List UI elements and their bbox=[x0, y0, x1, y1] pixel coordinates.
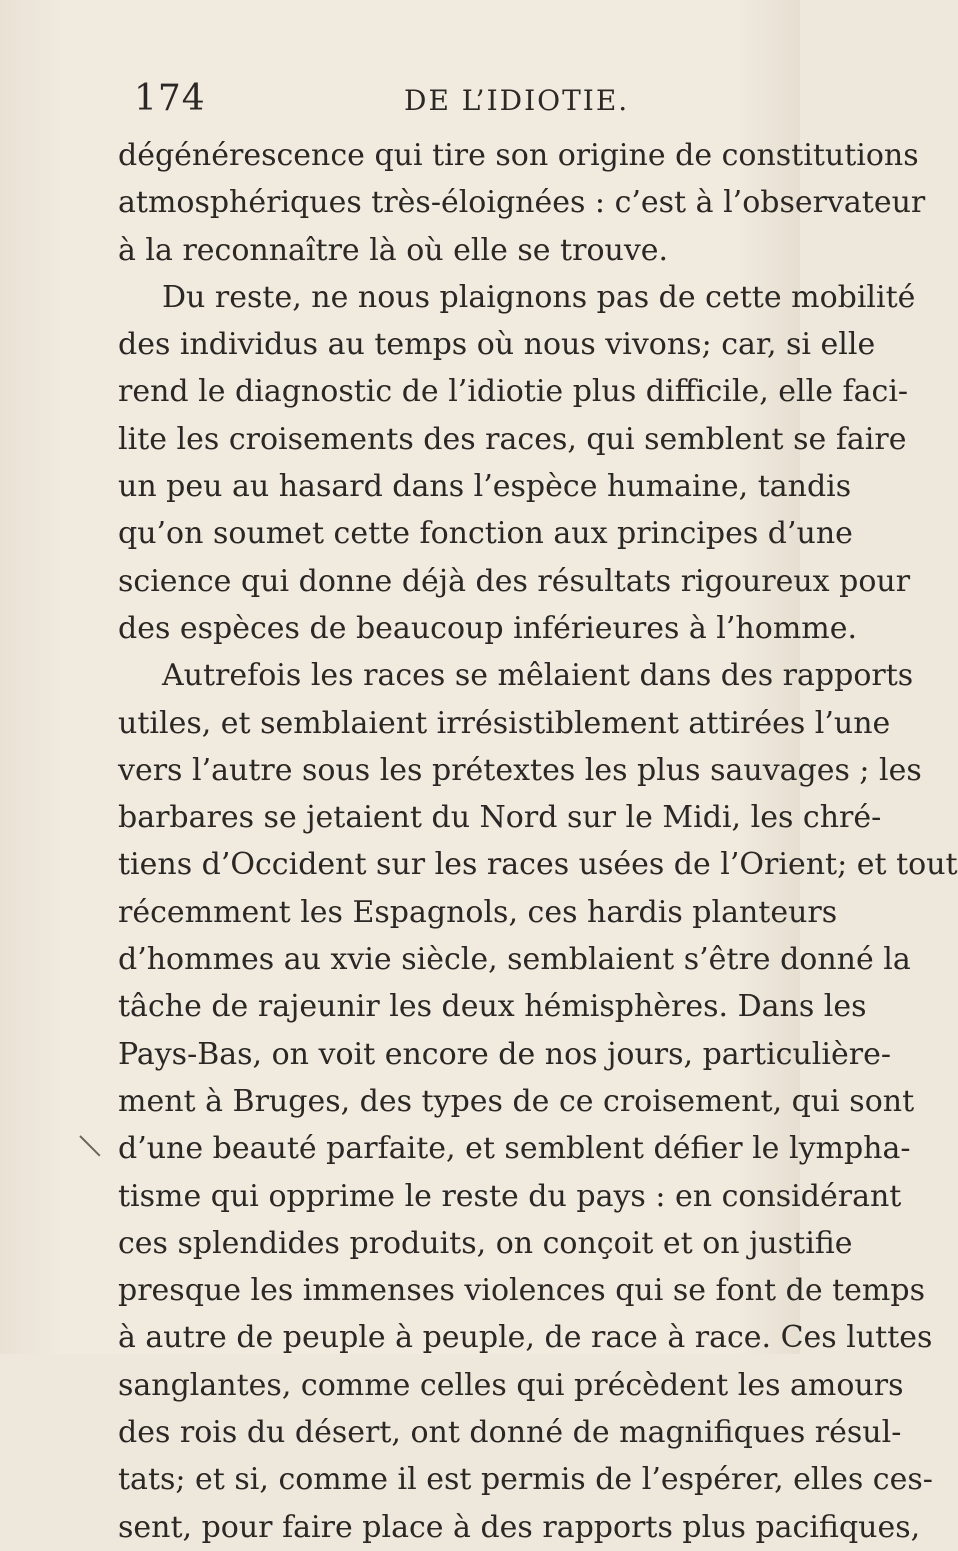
text-line: Du reste, ne nous plaignons pas de cette mobilité bbox=[162, 279, 916, 315]
page-number: 174 bbox=[134, 78, 206, 119]
text-line: sent, pour faire place à des rapports plus pacifiques, bbox=[118, 1509, 921, 1545]
page-header bbox=[134, 78, 774, 128]
text-line: ment à Bruges, des types de ce croisement, qui sont bbox=[118, 1083, 915, 1119]
text-line: sanglantes, comme celles qui précèdent les amours bbox=[118, 1367, 904, 1403]
text-line: à autre de peuple à peuple, de race à race. Ces luttes bbox=[118, 1320, 933, 1356]
text-line: vers l’autre sous les prétextes les plus sauvages ; les bbox=[118, 752, 922, 788]
text-line: des rois du désert, ont donné de magnifiques résul- bbox=[118, 1415, 902, 1451]
margin-pencil-mark bbox=[79, 1135, 100, 1156]
text-line: science qui donne déjà des résultats rigoureux pour bbox=[118, 563, 911, 599]
text-line: à la reconnaître là où elle se trouve. bbox=[118, 232, 669, 268]
body-text bbox=[118, 132, 958, 1551]
text-line: tisme qui opprime le reste du pays : en considérant bbox=[118, 1178, 902, 1214]
text-line: ces splendides produits, on conçoit et on justifie bbox=[118, 1225, 853, 1261]
text-line: utiles, et semblaient irrésistiblement attirées l’une bbox=[118, 705, 891, 741]
text-line: Autrefois les races se mêlaient dans des rapports bbox=[162, 658, 914, 694]
text-line: des espèces de beaucoup inférieures à l’homme. bbox=[118, 610, 857, 646]
running-title: DE L’IDIOTIE. bbox=[404, 84, 630, 117]
text-line: atmosphériques très-éloignées : c’est à l’observateur bbox=[118, 185, 926, 221]
text-line: dégénérescence qui tire son origine de constitutions bbox=[118, 138, 919, 173]
text-line: barbares se jetaient du Nord sur le Midi, les chré- bbox=[118, 800, 882, 836]
text-line: presque les immenses violences qui se font de temps bbox=[118, 1273, 925, 1309]
text-line: un peu au hasard dans l’espèce humaine, tandis bbox=[118, 469, 852, 505]
text-line: rend le diagnostic de l’idiotie plus difficile, elle faci- bbox=[118, 374, 909, 410]
text-line: récemment les Espagnols, ces hardis planteurs bbox=[118, 894, 838, 930]
text-line: qu’on soumet cette fonction aux principes d’une bbox=[118, 516, 853, 552]
text-line: des individus au temps où nous vivons; car, si elle bbox=[118, 327, 876, 363]
text-line: tiens d’Occident sur les races usées de l’Orient; et tout bbox=[118, 847, 958, 883]
text-line: tâche de rajeunir les deux hémisphères. Dans les bbox=[118, 989, 867, 1025]
text-line: d’hommes au xvie siècle, semblaient s’être donné la bbox=[118, 942, 911, 978]
text-line: lite les croisements des races, qui semblent se faire bbox=[118, 421, 907, 457]
text-line: Pays-Bas, on voit encore de nos jours, particulière- bbox=[118, 1036, 891, 1072]
text-line: tats; et si, comme il est permis de l’espérer, elles ces- bbox=[118, 1462, 933, 1498]
text-line: d’une beauté parfaite, et semblent défier le lympha- bbox=[118, 1131, 911, 1167]
